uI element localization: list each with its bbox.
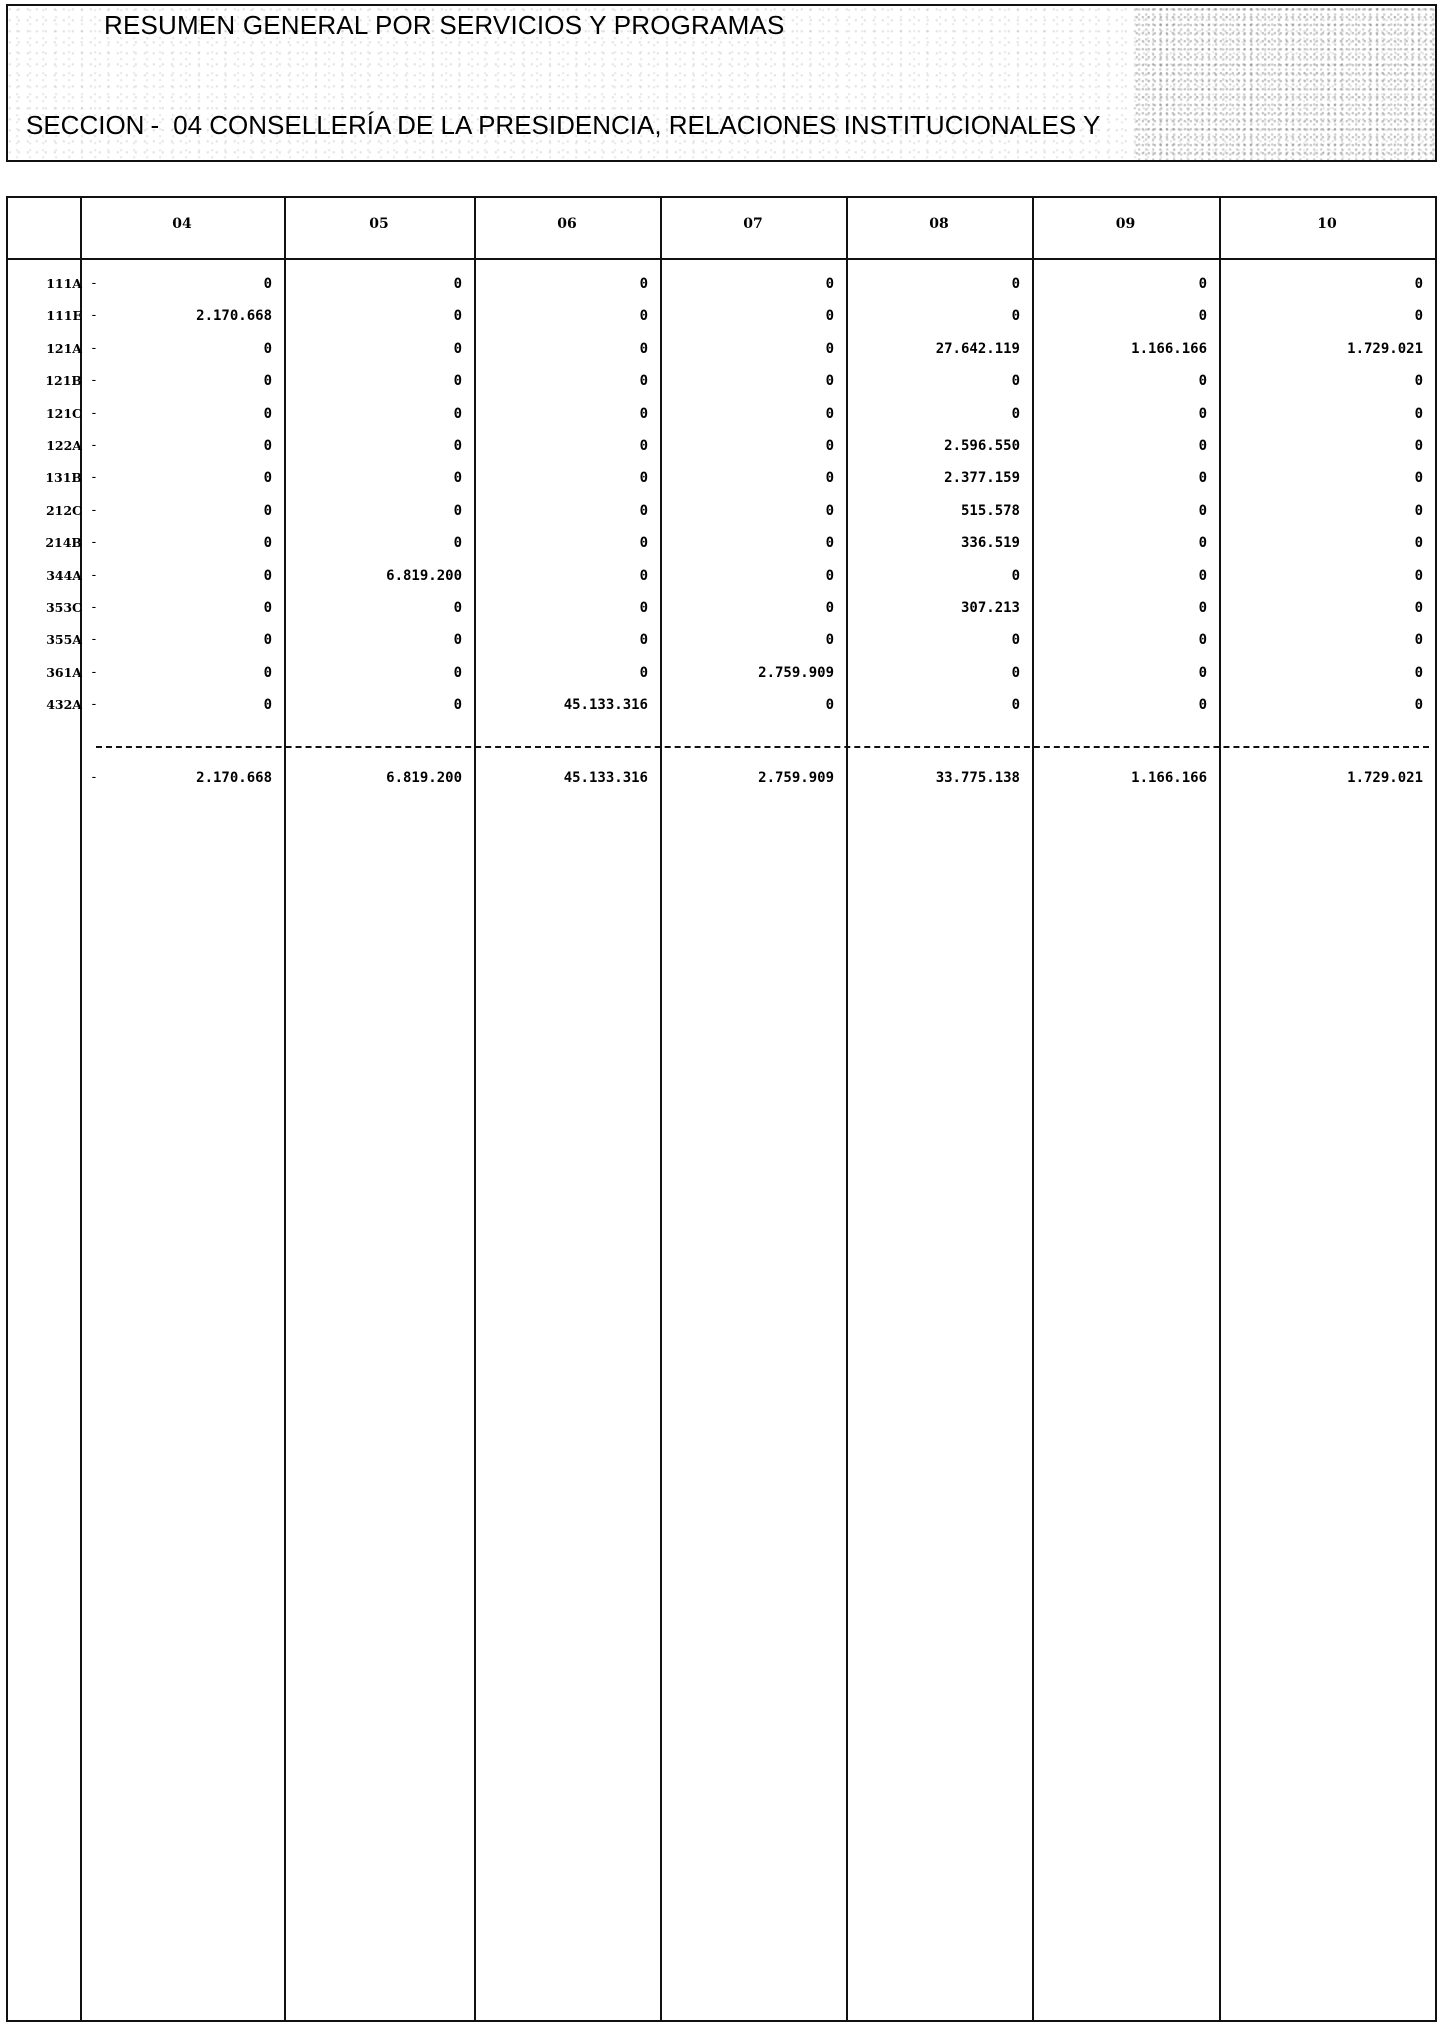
table-cell: 0	[1011, 567, 1020, 584]
table-cell: 0	[639, 405, 648, 422]
table-cell: 0	[639, 567, 648, 584]
table-cell: 0	[1414, 600, 1423, 616]
program-code: 111A	[46, 276, 82, 291]
table-cell: 0	[1414, 697, 1423, 714]
table-cell: 336.519	[960, 535, 1020, 552]
program-code: 214B	[45, 535, 82, 551]
table-cell: 0	[1414, 308, 1423, 325]
table-cell: 0	[825, 373, 834, 390]
table-cell: 0	[1198, 438, 1207, 454]
table-cell: 0	[825, 502, 834, 519]
program-code: 355A	[46, 632, 82, 648]
row-dash: -	[90, 664, 98, 680]
total-cell: 33.775.138	[935, 770, 1020, 786]
row-dash: -	[90, 438, 98, 453]
table-cell: 0	[263, 632, 272, 649]
table-cell: 0	[1011, 632, 1020, 649]
table-cell: 0	[1414, 438, 1423, 454]
table-cell: 0	[825, 567, 834, 584]
table-cell: 0	[263, 697, 272, 714]
table-cell: 0	[263, 470, 272, 487]
table-cell: 0	[825, 276, 834, 292]
table-cell: 0	[639, 308, 648, 325]
total-cell: 1.729.021	[1347, 770, 1423, 786]
table-cell: 0	[1198, 502, 1207, 519]
program-code: 432A	[46, 697, 82, 713]
section-label: SECCION	[26, 110, 145, 140]
table-cell: 0	[1198, 697, 1207, 714]
table-cell: 1.166.166	[1131, 340, 1207, 357]
table-cell: 0	[825, 697, 834, 714]
program-code: 121A	[46, 340, 82, 356]
column-header: 08	[929, 216, 949, 232]
column-header: 10	[1317, 216, 1337, 232]
column-header: 09	[1115, 216, 1136, 232]
row-dash: -	[90, 632, 98, 648]
table-cell: 0	[1198, 373, 1207, 390]
table-cell: 0	[1011, 664, 1020, 681]
table-cell: 515.578	[960, 502, 1020, 519]
table-cell: 0	[453, 373, 462, 390]
table-cell: 0	[639, 438, 648, 454]
total-cell: 2.759.909	[758, 770, 834, 786]
table-cell: 0	[1198, 632, 1207, 649]
row-dash: -	[90, 308, 98, 324]
row-dash: -	[90, 373, 98, 389]
row-dash: -	[90, 770, 98, 785]
table-cell: 0	[1198, 405, 1207, 422]
table-cell: 0	[1198, 535, 1207, 552]
table-cell: 0	[639, 664, 648, 681]
row-dash: -	[90, 535, 98, 551]
scan-noise	[1135, 6, 1435, 160]
table-cell: 0	[453, 308, 462, 325]
program-code: 122A	[46, 438, 82, 453]
table-cell: 0	[825, 308, 834, 325]
table-cell: 0	[1414, 276, 1423, 292]
table-cell: 0	[1414, 567, 1423, 584]
table-cell: 0	[263, 438, 272, 454]
table-cell: 0	[825, 600, 834, 616]
table-cell: 0	[453, 470, 462, 487]
table-cell: 0	[1414, 405, 1423, 422]
totals-separator	[96, 746, 1429, 748]
program-code: 121C	[45, 405, 82, 421]
table-cell: 0	[1011, 276, 1020, 292]
table-cell: 0	[825, 632, 834, 649]
table-cell: 0	[263, 276, 272, 292]
table-cell: 27.642.119	[935, 340, 1020, 357]
table-cell: 0	[639, 600, 648, 616]
document-header	[6, 4, 1437, 162]
program-code: 344A	[46, 567, 82, 583]
program-code: 131B	[45, 470, 82, 486]
table-cell: 2.170.668	[196, 308, 272, 325]
table-cell: 0	[263, 502, 272, 519]
table-cell: 45.133.316	[563, 697, 648, 714]
row-dash: -	[90, 600, 98, 615]
section-name: 04 CONSELLERÍA DE LA PRESIDENCIA, RELACIONES INSTITUCIONALES Y	[173, 110, 1101, 140]
table-cell: 0	[263, 600, 272, 616]
table-cell: 0	[639, 535, 648, 552]
table-cell: 0	[453, 502, 462, 519]
table-cell: 0	[1414, 535, 1423, 552]
table-cell: 0	[825, 535, 834, 552]
table-cell: 1.729.021	[1347, 340, 1423, 357]
row-dash: -	[90, 470, 98, 486]
table-cell: 0	[639, 470, 648, 487]
row-dash: -	[90, 340, 98, 356]
program-code: 111E	[46, 308, 82, 324]
row-dash: -	[90, 276, 98, 291]
row-dash: -	[90, 697, 98, 713]
table-cell: 0	[1414, 502, 1423, 519]
table-cell: 2.377.159	[944, 470, 1020, 487]
table-cell: 0	[639, 276, 648, 292]
table-cell: 0	[1198, 664, 1207, 681]
table-cell: 0	[263, 567, 272, 584]
table-cell: 0	[825, 340, 834, 357]
total-cell: 1.166.166	[1131, 770, 1207, 786]
table-cell: 0	[263, 405, 272, 422]
table-cell: 2.596.550	[944, 438, 1020, 454]
table-cell: 0	[453, 600, 462, 616]
table-cell: 0	[1414, 632, 1423, 649]
table-cell: 0	[1011, 308, 1020, 325]
table-cell: 0	[1011, 373, 1020, 390]
table-cell: 0	[1414, 470, 1423, 487]
table-cell: 0	[1414, 373, 1423, 390]
table-cell: 0	[1198, 600, 1207, 616]
table-cell: 0	[825, 405, 834, 422]
program-code: 353C	[45, 600, 82, 615]
table-cell: 0	[639, 632, 648, 649]
column-header: 07	[743, 216, 763, 232]
total-cell: 2.170.668	[196, 770, 272, 786]
row-dash: -	[90, 567, 98, 583]
column-header: 06	[557, 216, 577, 232]
table-cell: 0	[263, 340, 272, 357]
table-cell: 0	[453, 632, 462, 649]
table-cell: 0	[453, 276, 462, 292]
total-cell: 45.133.316	[563, 770, 648, 786]
table-cell: 0	[825, 438, 834, 454]
program-code: 212C	[45, 502, 82, 518]
table-cell: 0	[453, 664, 462, 681]
table-cell: 0	[639, 340, 648, 357]
report-title: RESUMEN GENERAL POR SERVICIOS Y PROGRAMAS	[104, 10, 785, 40]
table-cell: 0	[453, 405, 462, 422]
table-cell: 2.759.909	[758, 664, 834, 681]
table-cell: 0	[825, 470, 834, 487]
table-cell: 0	[1198, 567, 1207, 584]
summary-table	[6, 196, 1437, 2022]
table-cell: 0	[263, 373, 272, 390]
table-cell: 0	[639, 373, 648, 390]
program-code: 361A	[46, 664, 82, 680]
table-cell: 0	[1011, 405, 1020, 422]
row-dash: -	[90, 405, 98, 421]
table-cell: 0	[1198, 276, 1207, 292]
table-cell: 6.819.200	[386, 567, 462, 584]
program-code: 121B	[45, 373, 82, 389]
section-dash: -	[150, 110, 160, 140]
column-header: 04	[172, 216, 192, 232]
table-cell: 0	[1414, 664, 1423, 681]
table-cell: 0	[1198, 308, 1207, 325]
row-dash: -	[90, 502, 98, 518]
table-cell: 0	[1011, 697, 1020, 714]
table-cell: 0	[263, 664, 272, 681]
section-line	[26, 110, 1100, 141]
table-cell: 0	[453, 438, 462, 454]
total-cell: 6.819.200	[386, 770, 462, 786]
table-cell: 0	[453, 535, 462, 552]
table-cell: 0	[639, 502, 648, 519]
table-cell: 0	[263, 535, 272, 552]
table-cell: 0	[1198, 470, 1207, 487]
table-cell: 0	[453, 697, 462, 714]
table-cell: 307.213	[960, 600, 1020, 616]
column-header: 05	[369, 216, 389, 232]
table-cell: 0	[453, 340, 462, 357]
